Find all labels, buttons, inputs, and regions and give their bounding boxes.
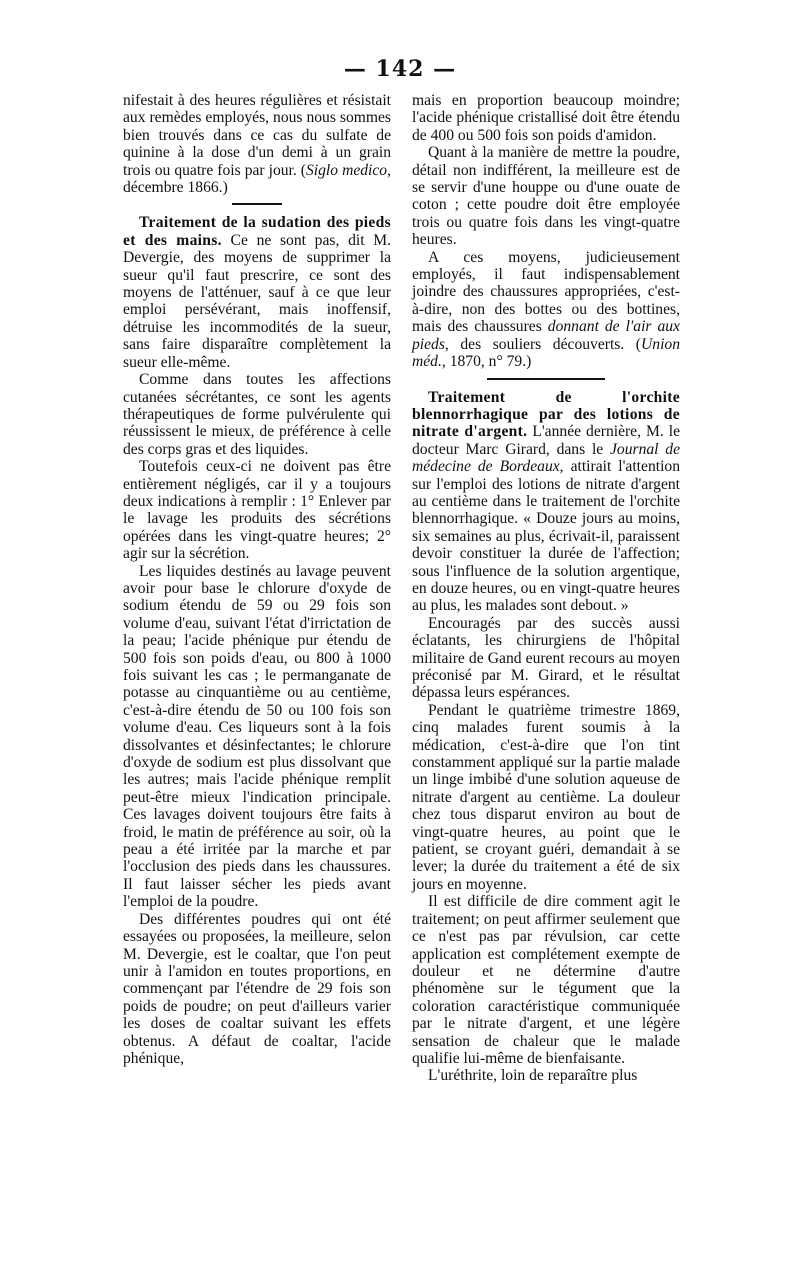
paragraph-text: , attirait l'attention sur l'emploi des lotions de nitrate d'argent au centième dans le traitement de l'orchite blennorrhagique. « Douze jours au moins, six semaines au plus, écrivait-il, paraissent devoir constituer la durée de l'affection; sous l'influence de la solution argentique, en douze heures, ou en vingt-quatre heures au plus, les malades sont debout. » (412, 458, 680, 615)
paragraph: Toutefois ceux-ci ne doivent pas être entièrement négligés, car il y a toujours deux indications à remplir : 1° Enlever par le lavage les produits des sécrétions opérées dans les vingt-quatre heures; 2° agir sur la sécrétion. (123, 458, 391, 563)
paragraph: Il est difficile de dire comment agit le traitement; on peut affirmer seulement que ce n'est pas par révulsion, car cette application est complétement exempte de douleur et ne détermine d'autre phénomène sur le tégument que la coloration caractéristique communiquée par le nitrate d'argent, et une légère sensation de chaleur que le malade qualifie lui-même de bienfaisante. (412, 893, 680, 1067)
paragraph: Des différentes poudres qui ont été essayées ou proposées, la meilleure, selon M. Devergie, est le coaltar, que l'on peut unir à l'amidon en toutes proportions, en commençant par l'étendre de 29 fois son poids de poudre; on peut d'ailleurs varier les doses de coaltar suivant les effets obtenus. A défaut de coaltar, l'acide phénique, (123, 910, 391, 1067)
paragraph-text: , décembre 1866.) (123, 161, 392, 197)
paragraph: Comme dans toutes les affections cutanées sécrétantes, ce sont les agents thérapeutiques de forme pulvérulente qui réussissent le mieux, de préférence à celle des corps gras et des liquides. (123, 371, 391, 458)
paragraph: Quant à la manière de mettre la poudre, détail non indifférent, la meilleure est de se servir d'une houppe ou d'une ouate de coton ; cette poudre doit être employée trois ou quatre fois dans les vingt-quatre heures. (412, 144, 680, 249)
paragraph-text: , 1870, n° 79.) (441, 353, 532, 371)
source-citation: Union méd. (412, 335, 680, 371)
paragraph: Encouragés par des succès aussi éclatants, les chirurgiens de l'hôpital militaire de Gand eurent recours au moyen préconisé par M. Girard, et le résultat dépassa leurs espérances. (412, 614, 680, 702)
paragraph-text: A ces moyens, judicieusement employés, il faut indispensablement joindre des chaussures appropriées, c'est-à-dire, non des bottes ou des bottines, mais des chaussures (412, 248, 680, 336)
section-title: Traitement de l'orchite blennorrhagique par des lotions de nitrate d'argent. (412, 388, 680, 441)
paragraph (412, 249, 680, 371)
section-divider (232, 203, 282, 205)
section-paragraph (123, 214, 391, 371)
source-citation: Siglo medico (306, 161, 388, 179)
paragraph: Les liquides destinés au lavage peuvent avoir pour base le chlorure d'oxyde de sodium étendu de 59 ou 29 fois son volume d'eau, suivant l'état d'irrictation de la peau; l'acide phénique pur étendu de 500 fois son poids d'eau, ou 800 à 1000 fois suivant les cas ; le permanganate de potasse au cinquantième ou au centième, c'est-à-dire étendu de 50 ou 100 fois son volume d'eau. Ces liqueurs sont à la fois dissolvantes et désinfectantes; le chlorure d'oxyde de sodium est plus dissolvant que les autres; mais l'acide phénique remplit peut-être mieux l'indication principale. Ces lavages doivent toujours être faits à froid, le matin de préférence au soir, où la peau a été irritée par la marche et par l'occlusion des pieds dans les chaussures. Il faut laisser sécher les pieds avant l'emploi de la poudre. (123, 562, 391, 911)
paragraph-text: nifestait à des heures régulières et résistait aux remèdes employés, nous nous sommes bien trouvés dans ce cas du sulfate de quinine à la dose d'un demi à un grain trois ou quatre fois par jour. ( (123, 92, 391, 179)
journal-title: Journal de médecine de Bordeaux (412, 440, 680, 476)
right-column (412, 92, 680, 1085)
paragraph (123, 92, 391, 196)
section-divider (487, 378, 605, 380)
paragraph: Pendant le quatrième trimestre 1869, cinq malades furent soumis à la médication, c'est-à-dire que l'on tint constamment appliqué sur la partie malade un linge imbibé d'une solution aqueuse de nitrate d'argent au centième. La douleur chez tous disparut environ au bout de vingt-quatre heures, au point que le patient, se croyant guéri, demandait à se lever; la durée du traitement a été de six jours en moyenne. (412, 701, 680, 893)
paragraph: mais en proportion beaucoup moindre; l'acide phénique cristallisé doit être étendu de 400 ou 500 fois son poids d'amidon. (412, 92, 680, 144)
page-number: — 142 — (343, 56, 457, 82)
section-title: Traitement de la sudation des pieds et des mains. (123, 214, 391, 249)
paragraph-text: Ce ne sont pas, dit M. Devergie, des moyens de supprimer la sueur qu'il faut prescrire, ce sont des moyens de l'atténuer, sauf à ce que leur emploi persévérant, mais inoffensif, détruise les incommodités de la sueur, sans faire disparaître complètement la sueur elle-même. (123, 231, 391, 371)
paragraph: L'uréthrite, loin de reparaître plus (428, 1067, 638, 1085)
section-paragraph (412, 389, 680, 615)
paragraph-text: , des souliers découverts. ( (444, 335, 642, 353)
left-column (123, 92, 391, 1067)
italic-text: donnant de l'air aux pieds (412, 318, 680, 353)
paragraph-text: L'année dernière, M. le docteur Marc Girard, dans le (412, 423, 681, 458)
